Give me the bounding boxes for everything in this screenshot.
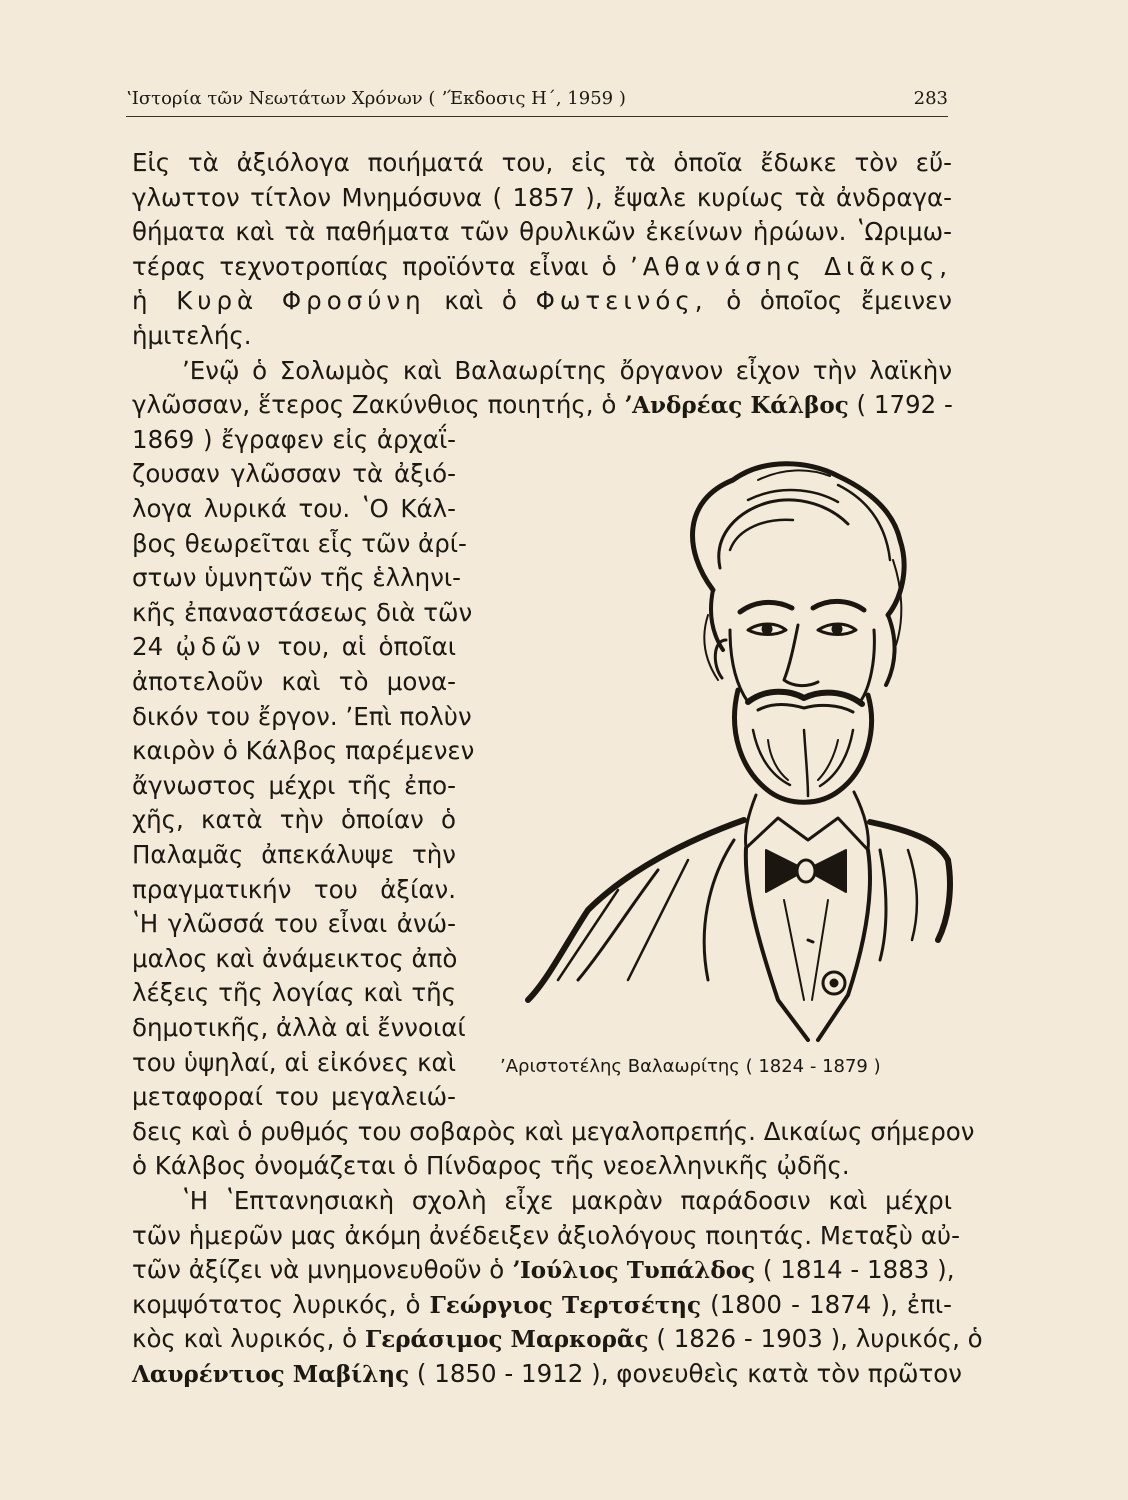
text-run: τῶν ἡμερῶν μας ἀκόμη ἀνέδειξεν ἀξιολόγους ποιητάς. Μεταξὺ αὐ- bbox=[132, 1220, 960, 1250]
bold-name: ʼΑνδρέας Κάλβος bbox=[624, 392, 849, 420]
text-line bbox=[132, 734, 475, 768]
text-line bbox=[132, 1322, 983, 1356]
text-run: του, αἱ ὁποῖαι bbox=[265, 632, 457, 662]
text-run: μεταφοραί του μεγαλειώ- bbox=[132, 1082, 456, 1112]
running-title: ʽΙστορία τῶν Νεωτάτων Χρόνων ( ʼΈκδοσις Η΄, 1959 ) bbox=[126, 88, 626, 109]
text-run: 1869 ) ἔγραφεν εἰς ἀρχαΐ- bbox=[132, 424, 456, 454]
text-run: μαλος καὶ ἀνάμεικτος ἀπὸ bbox=[132, 943, 458, 973]
text-line bbox=[132, 700, 472, 734]
text-run: καὶ ὁ bbox=[425, 286, 536, 316]
text-line bbox=[132, 146, 952, 180]
text-run: ( 1814 - 1883 ), bbox=[755, 1255, 955, 1285]
text-line bbox=[132, 769, 456, 803]
text-line bbox=[132, 1080, 456, 1114]
text-run: χῆς, κατὰ τὴν ὁποίαν ὁ bbox=[132, 805, 456, 835]
text-run: ʽΗ γλῶσσά του εἶναι ἀνώ- bbox=[132, 909, 456, 939]
text-line bbox=[132, 354, 952, 388]
text-run: ( 1826 - 1903 ), λυρικός, ὁ bbox=[648, 1324, 983, 1354]
text-run: Παλαμᾶς ἀπεκάλυψε τὴν bbox=[132, 840, 456, 869]
text-run: κὸς καὶ λυρικός, ὁ bbox=[132, 1324, 365, 1354]
text-run: ( 1850 - 1912 ), φονευθεὶς κατὰ τὸν πρῶτον bbox=[409, 1359, 962, 1388]
text-run: κῆς ἐπαναστάσεως διὰ τῶν bbox=[132, 597, 473, 627]
spaced-title: ἡ Κυρὰ Φροσύνη bbox=[132, 286, 426, 316]
spaced-title: ʼΑθανάσης Διᾶκος, bbox=[629, 251, 952, 281]
text-line bbox=[132, 907, 456, 941]
text-run: (1800 - 1874 ), ἐπι- bbox=[701, 1289, 953, 1319]
text-line bbox=[132, 423, 456, 457]
text-line bbox=[132, 596, 473, 630]
text-line bbox=[132, 181, 952, 215]
text-run: ἀποτελοῦν καὶ τὸ μονα- bbox=[132, 667, 456, 696]
portrait-engraving bbox=[508, 440, 958, 1050]
page-header bbox=[126, 86, 948, 117]
text-run: δικόν του ἔργον. ʼΕπὶ πολὺν bbox=[132, 701, 472, 731]
text-run: ἡμιτελής. bbox=[132, 321, 252, 350]
text-run: Εἰς τὰ ἀξιόλογα ποιήματά του, εἰς τὰ ὁποῖα ἔδωκε τὸν εὔ- bbox=[132, 148, 952, 177]
text-run: τέρας τεχνοτροπίας προϊόντα εἶναι ὁ bbox=[132, 251, 630, 281]
text-line bbox=[132, 803, 456, 837]
text-line bbox=[132, 1149, 952, 1183]
text-run: λέξεις τῆς λογίας καὶ τῆς bbox=[132, 978, 456, 1008]
text-run: δημοτικῆς, ἀλλὰ αἱ ἔννοιαί bbox=[132, 1013, 466, 1042]
portrait-illustration bbox=[508, 440, 958, 1050]
text-run: στων ὑμνητῶν τῆς ἑλληνι- bbox=[132, 563, 462, 593]
text-run: ζουσαν γλῶσσαν τὰ ἀξιό- bbox=[132, 459, 456, 489]
text-line bbox=[132, 630, 456, 664]
bold-name: Λαυρέντιος Μαβίλης bbox=[132, 1361, 410, 1388]
text-line bbox=[132, 561, 462, 595]
bold-name: Γεώργιος Τερτσέτης bbox=[429, 1291, 702, 1319]
text-run: τῶν ἀξίζει νὰ μνημονευθοῦν ὁ bbox=[132, 1255, 513, 1285]
bold-name: Γεράσιμος Μαρκορᾶς bbox=[364, 1326, 649, 1354]
text-line bbox=[132, 1046, 456, 1080]
text-run: 24 bbox=[132, 632, 176, 662]
text-line bbox=[132, 388, 952, 422]
text-line bbox=[132, 1184, 952, 1218]
text-run: ( 1792 - bbox=[848, 390, 953, 420]
text-line bbox=[132, 1219, 960, 1253]
text-line bbox=[132, 492, 456, 526]
text-run: θήματα καὶ τὰ παθήματα τῶν θρυλικῶν ἐκείνων ἡρώων. ʽΩριμω- bbox=[132, 217, 952, 247]
text-run: ʼΕνῷ ὁ Σολωμὸς καὶ Βαλαωρίτης ὄργανον εἶχον τὴν λαϊκὴν bbox=[182, 355, 952, 385]
text-run: κομψότατος λυρικός, ὁ bbox=[132, 1289, 430, 1319]
text-line bbox=[132, 1115, 975, 1149]
text-run: ἄγνωστος μέχρι τῆς ἐπο- bbox=[132, 770, 456, 800]
text-run: του ὑψηλαί, αἱ εἰκόνες καὶ bbox=[132, 1047, 456, 1077]
text-line bbox=[132, 215, 952, 249]
text-line bbox=[132, 457, 456, 491]
text-line bbox=[132, 665, 456, 699]
text-line bbox=[132, 1288, 952, 1322]
text-run: λογα λυρικά του. ʽΟ Κάλ- bbox=[132, 494, 456, 523]
text-line bbox=[132, 250, 952, 284]
text-run: γλωττον τίτλον Μνημόσυνα ( 1857 ), ἔψαλε κυρίως τὰ ἀνδραγα- bbox=[132, 182, 952, 212]
bold-name: ʼΙούλιος Τυπάλδος bbox=[512, 1257, 756, 1285]
text-run: ὁ Κάλβος ὀνομάζεται ὁ Πίνδαρος τῆς νεοελληνικῆς ᾠδῆς. bbox=[132, 1151, 850, 1181]
text-line bbox=[132, 1357, 962, 1391]
text-run: γλῶσσαν, ἕτερος Ζακύνθιος ποιητής, ὁ bbox=[132, 390, 625, 420]
text-run: ὁ ὁποῖος ἔμεινεν bbox=[707, 286, 952, 316]
spaced-title: ᾠδῶν bbox=[175, 632, 266, 662]
text-run: ʽΗ ʽΕπτανησιακὴ σχολὴ εἶχε μακρὰν παράδοσιν καὶ μέχρι bbox=[182, 1186, 952, 1215]
text-run: βος θεωρεῖται εἷς τῶν ἀρί- bbox=[132, 528, 467, 558]
text-line bbox=[132, 284, 952, 318]
text-line bbox=[132, 319, 952, 353]
text-line bbox=[132, 838, 456, 872]
text-line bbox=[132, 873, 456, 907]
text-line bbox=[132, 1253, 955, 1287]
text-line bbox=[132, 1011, 466, 1045]
spaced-title: Φωτεινός, bbox=[535, 286, 708, 316]
text-line bbox=[132, 942, 456, 976]
text-run: καιρὸν ὁ Κάλβος παρέμενεν bbox=[132, 736, 475, 766]
text-run: δεις καὶ ὁ ρυθμός του σοβαρὸς καὶ μεγαλοπρεπής. Δικαίως σήμερον bbox=[132, 1116, 975, 1146]
text-run: πραγματικήν του ἀξίαν. bbox=[132, 874, 456, 904]
text-line bbox=[132, 527, 467, 561]
text-line bbox=[132, 976, 456, 1010]
portrait-caption: ʼΑριστοτέλης Βαλαωρίτης ( 1824 - 1879 ) bbox=[500, 1056, 881, 1077]
page-number: 283 bbox=[913, 88, 948, 109]
